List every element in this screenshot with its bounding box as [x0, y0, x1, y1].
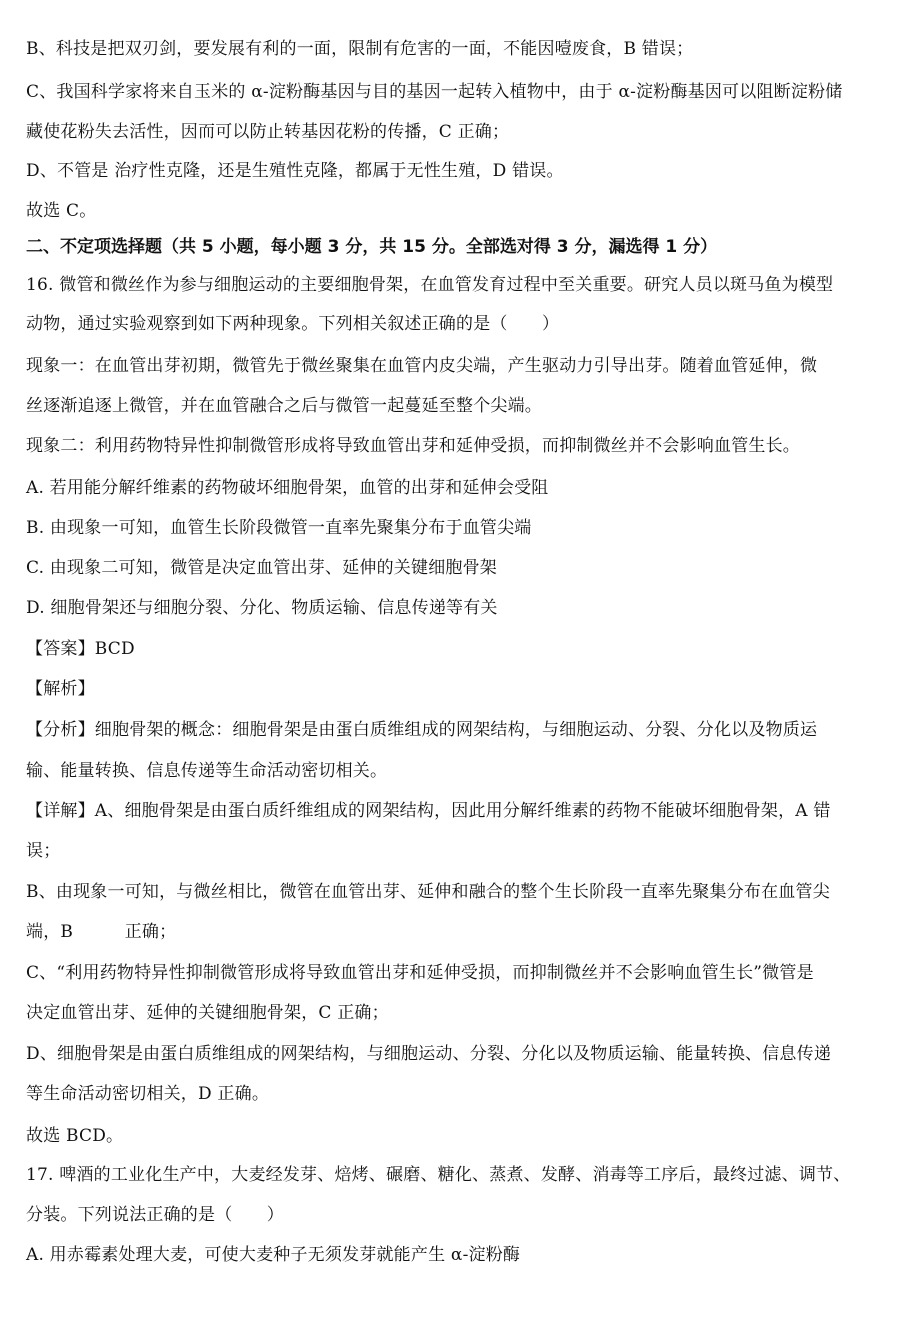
analysis-label: 【解析】	[26, 679, 95, 699]
option-c: C. 由现象二可知，微管是决定血管出芽、延伸的关键细胞骨架	[26, 558, 498, 578]
detail-text: 决定血管出芽、延伸的关键细胞骨架，C 正确；	[26, 1003, 389, 1023]
detail-text: 误；	[26, 841, 61, 861]
detail-text: 端，B 正确；	[26, 922, 177, 942]
phenomenon-text: 现象一：在血管出芽初期，微管先于微丝聚集在血管内皮尖端，产生驱动力引导出芽。随着血管延伸，微	[26, 356, 818, 376]
question-stem: 16. 微管和微丝作为参与细胞运动的主要细胞骨架，在血管发育过程中至关重要。研究人员以斑马鱼为模型	[26, 275, 834, 295]
detail-text: 【详解】A、细胞骨架是由蛋白质纤维组成的网架结构，因此用分解纤维素的药物不能破坏细胞骨架，A 错	[26, 801, 831, 821]
section-heading: 二、不定项选择题（共 5 小题，每小题 3 分，共 15 分。全部选对得 3 分，漏选得 1 分）	[26, 237, 718, 257]
option-a: A. 若用能分解纤维素的药物破坏细胞骨架，血管的出芽和延伸会受阻	[26, 478, 549, 498]
question-stem: 17. 啤酒的工业化生产中，大麦经发芽、焙烤、碾磨、糖化、蒸煮、发酵、消毒等工序后，最终过滤、调节、	[26, 1165, 851, 1185]
text-line: B、科技是把双刃剑，要发展有利的一面，限制有危害的一面，不能因噎废食，B 错误；	[26, 39, 694, 59]
detail-text: 等生命活动密切相关，D 正确。	[26, 1084, 270, 1104]
text-line: 藏使花粉失去活性，因而可以防止转基因花粉的传播，C 正确；	[26, 122, 510, 142]
text-line: D、不管是 治疗性克隆，还是生殖性克隆，都属于无性生殖，D 错误。	[26, 161, 564, 181]
text-line: C、我国科学家将来自玉米的 α-淀粉酶基因与目的基因一起转入植物中，由于 α-淀粉酶基因可以阻断淀粉储	[26, 82, 843, 102]
detail-text: D、细胞骨架是由蛋白质维组成的网架结构，与细胞运动、分裂、分化以及物质运输、能量转换、信息传递	[26, 1044, 832, 1064]
phenomenon-text: 现象二：利用药物特异性抑制微管形成将导致血管出芽和延伸受损，而抑制微丝并不会影响血管生长。	[26, 436, 800, 456]
analysis-text: 【分析】细胞骨架的概念：细胞骨架是由蛋白质维组成的网架结构，与细胞运动、分裂、分化以及物质运	[26, 720, 818, 740]
question-stem: 动物，通过实验观察到如下两种现象。下列相关叙述正确的是（ ）	[26, 314, 560, 334]
option-d: D. 细胞骨架还与细胞分裂、分化、物质运输、信息传递等有关	[26, 598, 498, 618]
text-line: 故选 C。	[26, 201, 97, 221]
analysis-text: 输、能量转换、信息传递等生命活动密切相关。	[26, 761, 388, 781]
phenomenon-text: 丝逐渐追逐上微管，并在血管融合之后与微管一起蔓延至整个尖端。	[26, 396, 542, 416]
question-stem: 分装。下列说法正确的是（ ）	[26, 1205, 284, 1225]
answer-label: 【答案】BCD	[26, 639, 135, 659]
detail-text: 故选 BCD。	[26, 1126, 124, 1146]
detail-text: B、由现象一可知，与微丝相比，微管在血管出芽、延伸和融合的整个生长阶段一直率先聚集分布在血管尖	[26, 882, 830, 902]
option-a: A. 用赤霉素处理大麦，可使大麦种子无须发芽就能产生 α-淀粉酶	[26, 1245, 521, 1265]
option-b: B. 由现象一可知，血管生长阶段微管一直率先聚集分布于血管尖端	[26, 518, 532, 538]
detail-text: C、“利用药物特异性抑制微管形成将导致血管出芽和延伸受损，而抑制微丝并不会影响血管生长”微管是	[26, 963, 814, 983]
